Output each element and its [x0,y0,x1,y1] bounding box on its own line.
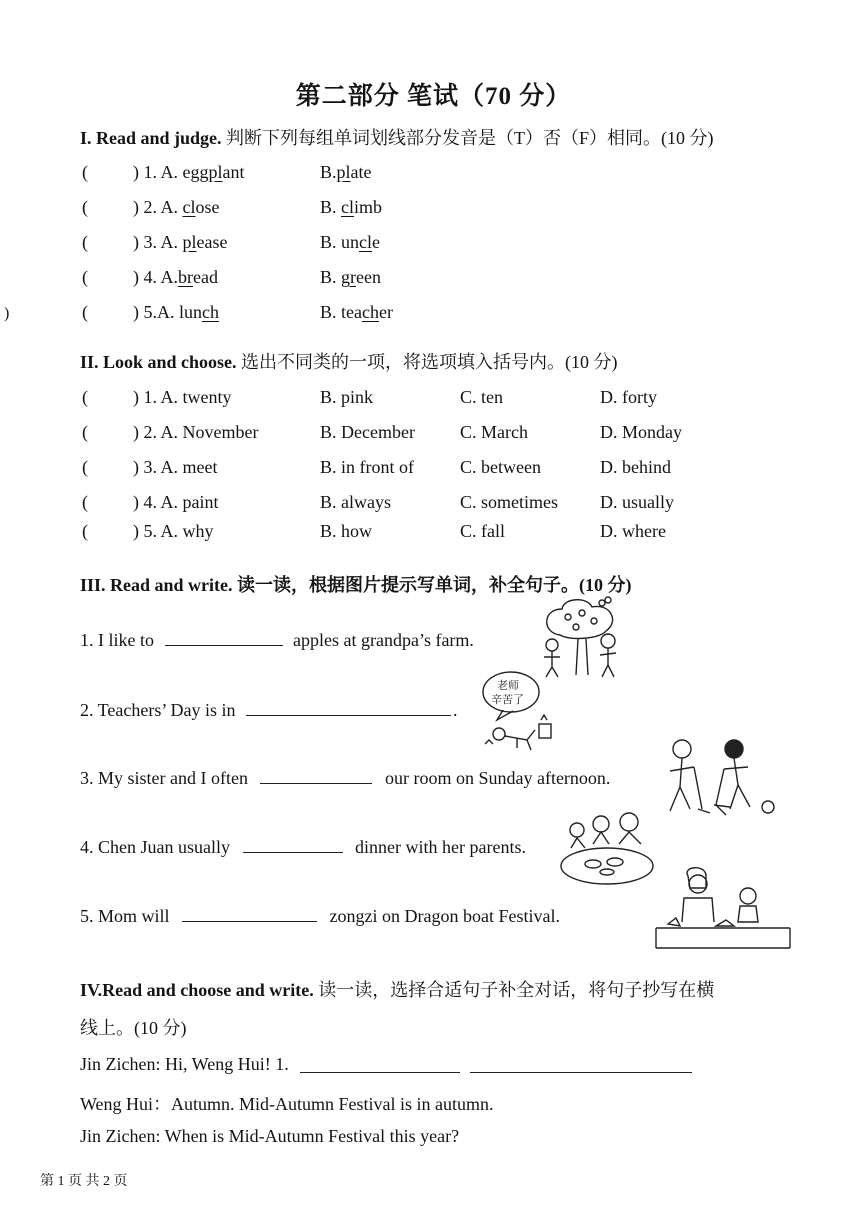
answer-paren[interactable]: ( [82,387,88,407]
answer-paren[interactable]: ( [82,197,88,217]
answer-blank[interactable] [246,713,451,716]
fill-sentence-3: 3. My sister and I often our room on Sunday afternoon. [80,768,611,788]
option-a: ) 2. A. November [133,422,259,442]
dialogue-line-1: Jin Zichen: Hi, Weng Hui! 1. [80,1054,289,1074]
answer-paren[interactable]: ( [82,232,88,252]
answer-blank[interactable] [243,850,343,853]
answer-blank[interactable] [182,919,317,922]
list-item: ) 1. A. eggplant [133,162,245,182]
fill-sentence-1: 1. I like to apples at grandpa’s farm. [80,630,474,650]
option-d: D. usually [600,492,674,512]
dialogue-line-2: Weng Hui：Autumn. Mid-Autumn Festival is in autumn. [80,1094,494,1114]
option-d: D. Monday [600,422,682,442]
page-title: 第二部分 笔试（70 分） [295,83,572,110]
page-footer: 第 1 页 共 2 页 [40,1174,128,1189]
option-b: B. climb [320,197,383,217]
option-b: B. how [320,521,373,541]
section-3-heading: III. Read and write. 读一读，根据图片提示写单词，补全句子。(10 分) [80,575,632,595]
making-zongzi-illustration [654,862,794,954]
list-item: ) 4. A.bread [133,267,218,287]
option-b: B. green [320,267,381,287]
dialogue-line-3: Jin Zichen: When is Mid-Autumn Festival this year? [80,1126,460,1146]
fill-sentence-2: 2. Teachers’ Day is in . [80,700,458,720]
section-4-heading-cont: 线上。(10 分) [80,1018,187,1038]
answer-blank[interactable] [260,781,372,784]
option-d: D. behind [600,457,671,477]
list-item: ) 5.A. lunch [133,302,220,322]
bubble-text-line-2: 辛苦了 [491,694,524,706]
section-2-heading: II. Look and choose. 选出不同类的一项，将选项填入括号内。(10 分) [80,352,618,372]
option-d: D. forty [600,387,657,407]
answer-paren[interactable]: ( [82,521,88,541]
option-b: B. uncle [320,232,381,252]
list-item: ) 3. A. please [133,232,228,252]
bubble-text-line-1: 老师 [497,680,519,692]
option-c: C. fall [460,521,505,541]
cleaning-room-illustration [654,735,784,825]
section-4-heading: IV.Read and choose and write. 读一读，选择合适句子补全对话，将句子抄写在横 [80,980,715,1000]
fill-sentence-4: 4. Chen Juan usually dinner with her parents. [80,837,526,857]
option-b: B. in front of [320,457,414,477]
answer-paren[interactable]: ( [82,302,88,322]
fill-sentence-5: 5. Mom will zongzi on Dragon boat Festival. [80,906,560,926]
option-a: ) 3. A. meet [133,457,218,477]
option-a: ) 4. A. paint [133,492,219,512]
answer-paren[interactable]: ( [82,422,88,442]
option-b: B. December [320,422,415,442]
option-a: ) 5. A. why [133,521,214,541]
answer-paren[interactable]: ( [82,492,88,512]
answer-blank[interactable] [165,643,283,646]
list-item: ) 2. A. close [133,197,220,217]
answer-line[interactable] [300,1072,460,1073]
teachers-day-illustration [477,668,557,753]
option-b: B. always [320,492,391,512]
answer-paren[interactable]: ( [82,162,88,182]
answer-line[interactable] [470,1072,692,1073]
option-a: ) 1. A. twenty [133,387,232,407]
option-b: B. pink [320,387,374,407]
family-dinner-illustration [557,808,657,888]
answer-paren[interactable]: ( [82,267,88,287]
answer-paren[interactable]: ( [82,457,88,477]
option-c: C. between [460,457,541,477]
option-c: C. March [460,422,528,442]
option-c: C. ten [460,387,503,407]
option-d: D. where [600,521,666,541]
section-1-heading: I. Read and judge. 判断下列每组单词划线部分发音是（T）否（F）相同。(10 分) [80,128,714,148]
option-c: C. sometimes [460,492,558,512]
option-b: B. teacher [320,302,393,322]
margin-mark: ) [4,305,10,322]
option-b: B.plate [320,162,372,182]
